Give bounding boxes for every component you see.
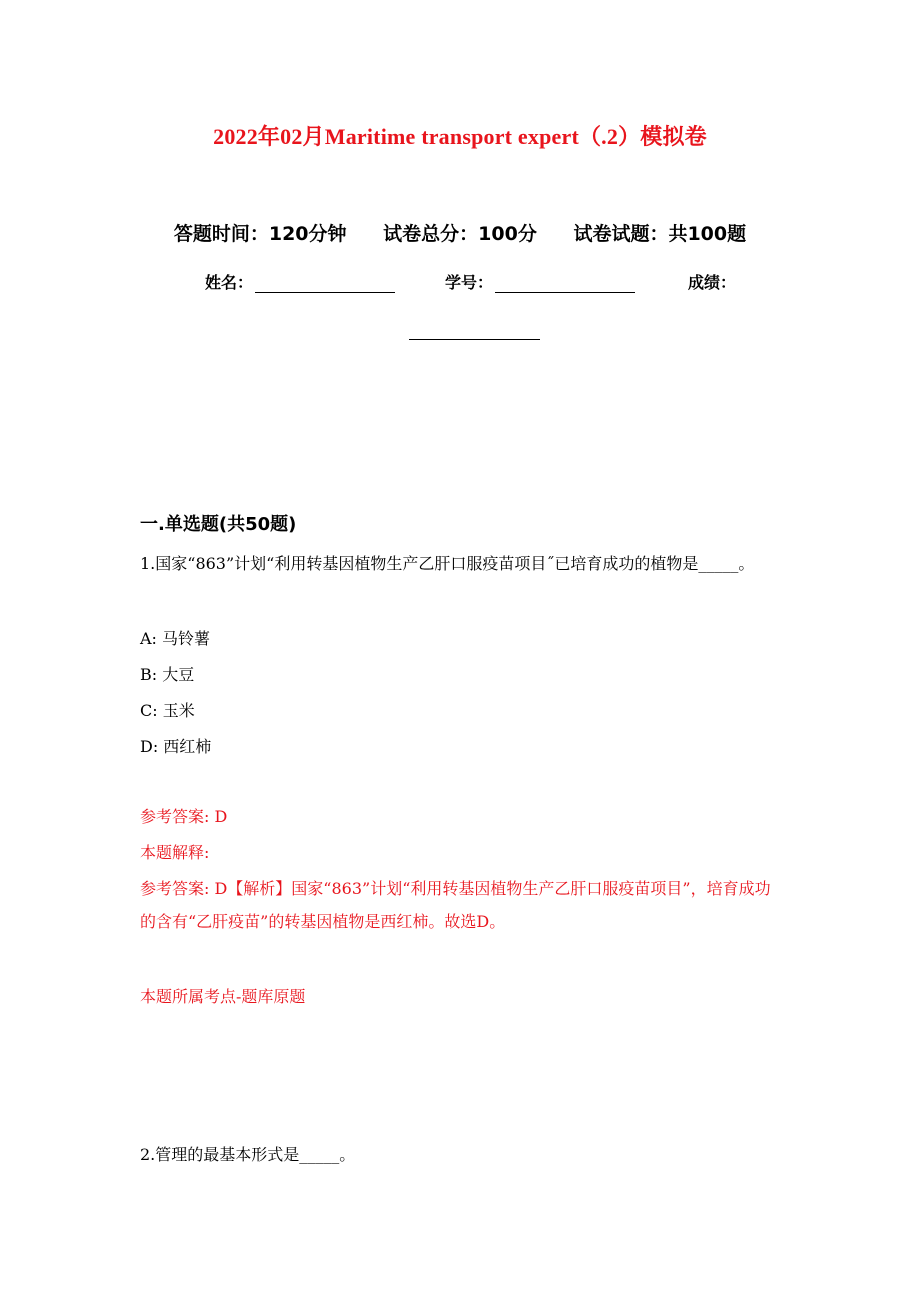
question-1-source: 本题所属考点-题库原题 — [140, 987, 306, 1006]
question-1-answer: 参考答案: D — [140, 807, 228, 826]
question-1-option-c: C: 玉米 — [140, 701, 195, 720]
section-title: 一.单选题(共50题) — [140, 514, 297, 535]
exam-time: 答题时间：120分钟 — [173, 223, 347, 245]
student-id-label: 学号： — [445, 273, 494, 292]
question-2-stem: 2.管理的最基本形式是_____。 — [140, 1145, 356, 1164]
score-label: 成绩： — [688, 273, 737, 292]
question-1-option-d: D: 西红柿 — [140, 737, 212, 756]
score-field — [688, 270, 736, 293]
student-id-blank-line[interactable] — [495, 274, 635, 293]
question-1-explain-label: 本题解释: — [140, 843, 210, 862]
name-label: 姓名： — [205, 273, 254, 292]
question-1-option-a: A: 马铃薯 — [140, 629, 211, 648]
exam-question-count: 试卷试题：共100题 — [573, 223, 747, 245]
question-1-option-b: B: 大豆 — [140, 665, 195, 684]
question-1-explanation: 参考答案: D【解析】国家“863”计划“利用转基因植物生产乙肝口服疫苗项目”，培育成功的含有“乙肝疫苗”的转基因植物是西红柿。故选D。 — [140, 879, 771, 931]
question-1-stem: 1.国家“863”计划“利用转基因植物生产乙肝口服疫苗项目˝已培育成功的植物是_____。 — [140, 554, 755, 573]
score-blank-line[interactable] — [409, 338, 540, 340]
student-id-field — [445, 270, 635, 293]
name-blank-line[interactable] — [255, 274, 395, 293]
name-field — [205, 270, 395, 293]
exam-title: 2022年02月Maritime transport expert（.2）模拟卷 — [213, 124, 707, 149]
exam-total-score: 试卷总分：100分 — [383, 223, 537, 245]
exam-meta — [0, 219, 920, 246]
